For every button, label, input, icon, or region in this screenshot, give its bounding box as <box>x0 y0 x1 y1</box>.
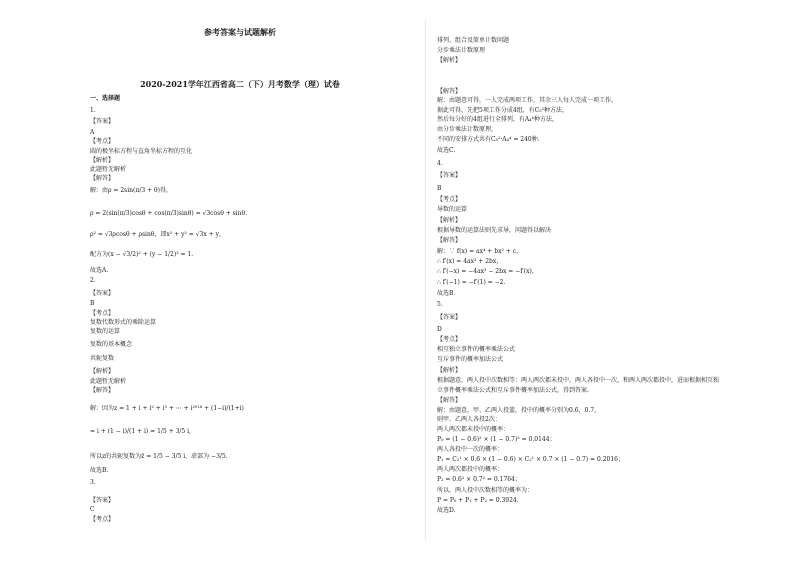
right-text-line: 【解答】 <box>437 88 462 95</box>
right-text-line: 排列、组合及简单计数问题 <box>437 37 510 44</box>
right-text-line: 解：∵ f(x) = ax⁴ + bx² + c， <box>437 248 523 255</box>
right-text-line: P₀ = (1 − 0.6)² × (1 − 0.7)² = 0.0144； <box>437 436 556 443</box>
left-text-line: 【解析】 <box>90 368 115 375</box>
right-text-line: 据此可得，先把5项工作分成4组，有C₅²种方法， <box>437 107 569 114</box>
left-text-line: 复数代数形式的乘除运算 <box>90 319 157 326</box>
left-text-line: 【解答】 <box>90 387 115 394</box>
right-text-line: ∴ f′(x) = 4ax³ + 2bx， <box>437 258 503 265</box>
right-text-line: P₁ = C₂¹ × 0.6 × (1 − 0.6) × C₂¹ × 0.7 × (1 − 0.7) = 0.2016； <box>437 456 624 463</box>
right-text-line: 两人各投中一次的概率： <box>437 446 504 453</box>
left-text-line: 【答案】 <box>90 118 115 125</box>
left-text-line: 3. <box>90 479 96 486</box>
left-text-line: 【考点】 <box>90 138 115 145</box>
right-text-line: D <box>437 326 442 333</box>
section-heading: 一、选择题 <box>90 95 121 102</box>
left-text-line: 【解答】 <box>90 175 115 182</box>
right-text-line: 【考点】 <box>437 196 462 203</box>
right-text-line: 【解析】 <box>437 57 462 64</box>
right-text-line: 故选C. <box>437 147 456 154</box>
right-text-line: B <box>437 185 442 192</box>
right-text-line: 两人两次都投中的概率： <box>437 466 504 473</box>
right-text-line: 立事件概率乘法公式和互斥事件概率加法公式，得到答案. <box>437 387 589 394</box>
right-text-line: 根据题意，两人投中次数相等：两人两次都未投中，两人各投中一次，和两人两次都投中，进而根据相互独 <box>437 377 720 384</box>
left-text-line: 解：由ρ = 2sin(π/3 + θ)得， <box>90 187 172 194</box>
right-text-line: 不同的安排方式共有C₅²·A₄⁴ = 240种. <box>437 136 540 143</box>
left-text-line: 【答案】 <box>90 497 115 504</box>
left-text-line: 复数的基本概念 <box>90 341 133 348</box>
right-text-line: 解：由题意可得，一人完成两项工作，其余三人每人完成一项工作， <box>437 97 618 104</box>
left-text-line: 2. <box>90 277 96 284</box>
right-text-line: 则甲、乙两人各投2次： <box>437 416 501 423</box>
right-text-line: 分步乘法计数原理 <box>437 47 486 54</box>
left-text-line: 配方为(x − √3/2)² + (y − 1/2)² = 1. <box>90 251 194 258</box>
left-text-line: 【考点】 <box>90 310 115 317</box>
left-text-line: A <box>90 129 95 136</box>
left-text-line: 1. <box>90 107 96 114</box>
right-text-line: 4. <box>437 160 443 167</box>
left-text-line: 故选A. <box>90 267 109 274</box>
column-divider <box>425 20 426 540</box>
left-text-line: = i + (1 − i)/(1 + i) = 1/5 + 3/5 i, <box>90 428 191 435</box>
left-text-line: C <box>90 506 95 513</box>
right-text-line: 故选D. <box>437 507 456 514</box>
left-text-line: 解：因为z = 1 + i + i² + i³ + ⋯ + i²⁰¹⁸ + (1−i)/(1+i) <box>90 405 244 412</box>
left-text-line: ρ² = √3ρcosθ + ρsinθ，即x² + y² = √3x + y， <box>90 231 225 238</box>
right-text-line: 【解析】 <box>437 217 462 224</box>
right-text-line: 相互独立事件的概率乘法公式 <box>437 346 516 353</box>
left-text-line: 此题暂无解析 <box>90 378 127 385</box>
right-text-line: 互斥事件的概率加法公式 <box>437 356 504 363</box>
right-text-line: ∴ f′(−x) = −4ax³ − 2bx = −f′(x)， <box>437 268 538 275</box>
left-text-line: 此题暂无解析 <box>90 166 127 173</box>
right-text-line: 解：由题意，甲、乙两人投篮，投中的概率分别为0.6，0.7， <box>437 407 601 414</box>
left-text-line: 【考点】 <box>90 516 115 523</box>
right-text-line: 5. <box>437 301 443 308</box>
left-text-line: 【答案】 <box>90 290 115 297</box>
left-text-line: 圆的极坐标方程与直角坐标方程的互化 <box>90 148 193 155</box>
left-text-line: 所以z的共轭复数为z̄ = 1/5 − 3/5 i，虚部为 −3/5. <box>90 453 228 460</box>
page-title: 参考答案与试题解析 <box>204 27 276 37</box>
left-text-line: 复数的运算 <box>90 328 121 335</box>
left-text-line: 【解析】 <box>90 157 115 164</box>
right-text-line: 【考点】 <box>437 336 462 343</box>
right-text-line: 导数的运算 <box>437 206 468 213</box>
right-text-line: 故选B. <box>437 290 456 297</box>
right-text-line: 然后每分好的4组进行全排列，有A₄⁴种方法， <box>437 116 558 123</box>
left-text-line: 故选B. <box>90 467 109 474</box>
right-text-line: 【答案】 <box>437 172 462 179</box>
right-text-line: 【答案】 <box>437 314 462 321</box>
right-text-line: 【解答】 <box>437 397 462 404</box>
right-text-line: 【解答】 <box>437 237 462 244</box>
right-text-line: 所以，两人投中次数相等的概率为： <box>437 487 534 494</box>
right-text-line: 【解析】 <box>437 367 462 374</box>
left-text-line: B <box>90 300 95 307</box>
right-text-line: 根据导数的运算法则先求导，问题得以解决 <box>437 227 552 234</box>
left-text-line: 共轭复数 <box>90 355 115 362</box>
left-text-line: ρ = 2(sin(π/3)cosθ + cos(π/3)sinθ) = √3cosθ + sinθ. <box>90 210 248 217</box>
right-text-line: P = P₀ + P₁ + P₂ = 0.3924. <box>437 497 519 504</box>
right-text-line: P₂ = 0.6² × 0.7² = 0.1764； <box>437 476 521 483</box>
right-text-line: 两人两次都未投中的概率： <box>437 426 510 433</box>
right-text-line: 由分步乘法计数原理， <box>437 126 498 133</box>
exam-subtitle: 2020-2021学年江西省高二（下）月考数学（理）试卷 <box>140 79 340 89</box>
right-text-line: ∴ f′(−1) = −f′(1) = −2. <box>437 279 506 286</box>
